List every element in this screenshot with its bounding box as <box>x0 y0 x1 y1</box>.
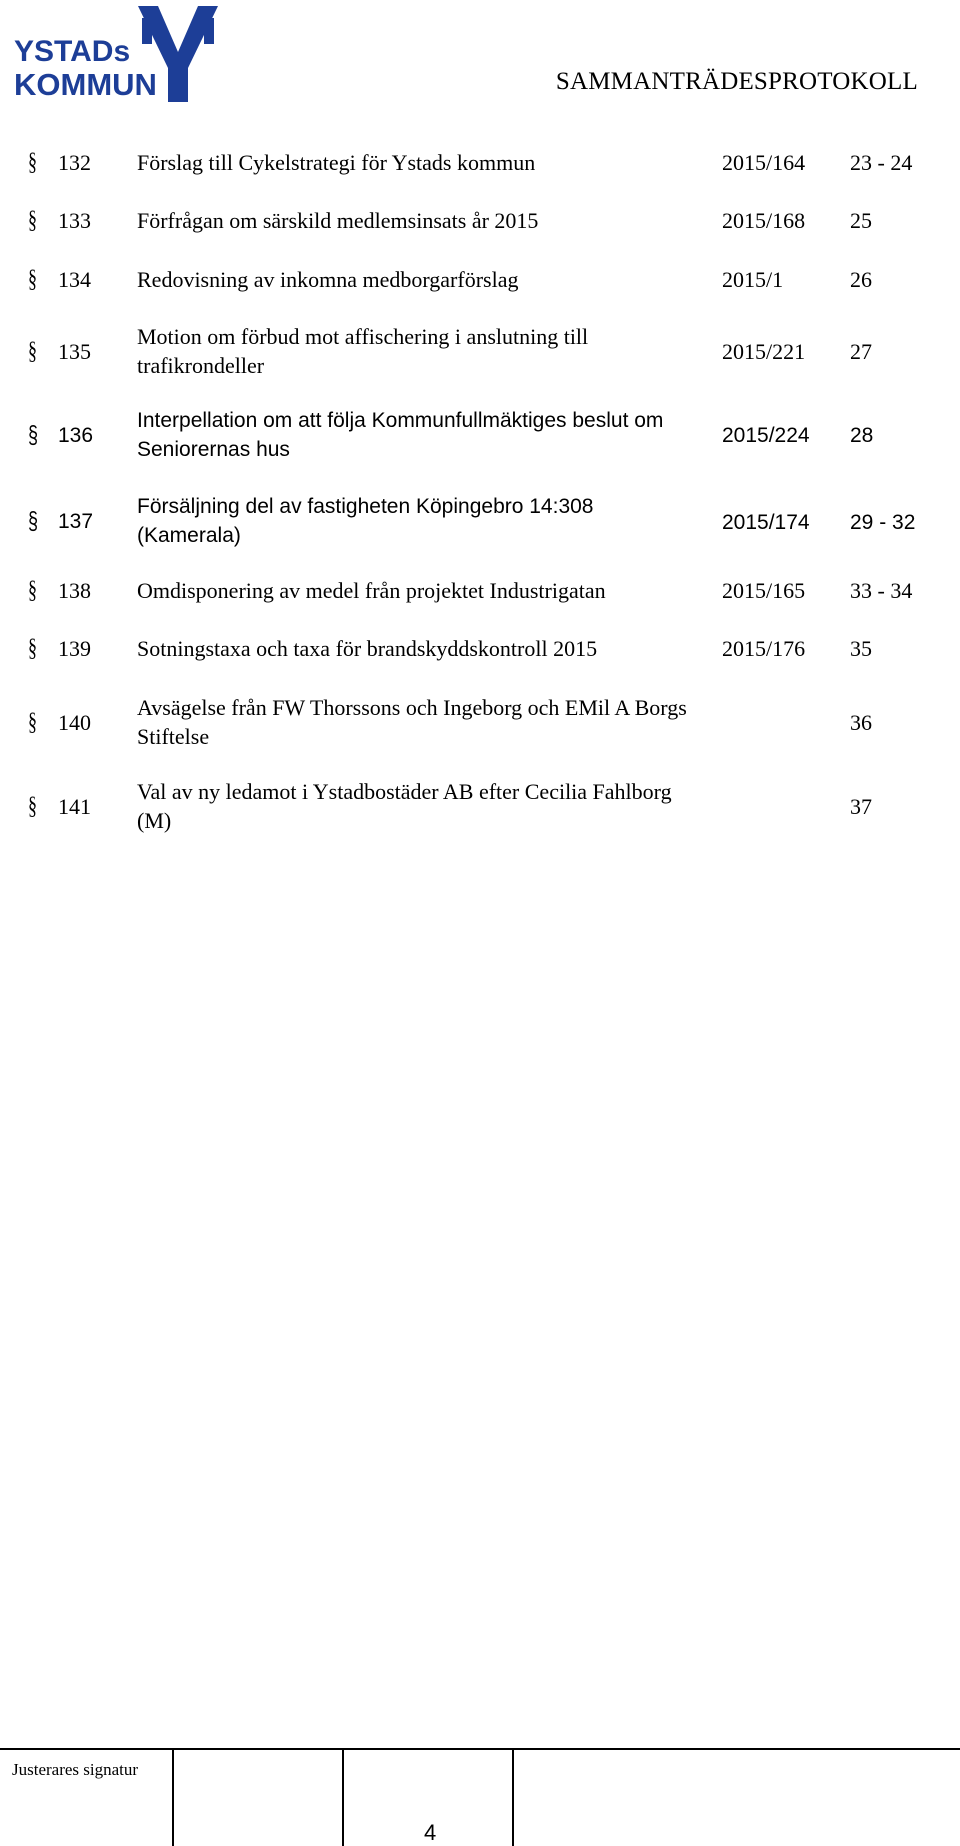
signature-footer <box>0 1748 960 1846</box>
item-title: Val av ny ledamot i Ystadbostäder AB efter Cecilia Fahlborg (M) <box>137 779 672 833</box>
item-number: 141 <box>58 794 91 819</box>
item-title: Förslag till Cykelstrategi för Ystads kommun <box>137 150 536 175</box>
item-pages: 28 <box>850 424 874 447</box>
item-number: 132 <box>58 150 91 175</box>
signature-divider <box>512 1748 514 1846</box>
paragraph-ref <box>28 634 91 663</box>
paragraph-ref <box>28 421 93 450</box>
section-sign-icon: § <box>28 266 37 293</box>
section-sign-icon: § <box>28 338 37 365</box>
section-sign-icon: § <box>28 635 37 662</box>
item-pages: 23 - 24 <box>850 150 913 175</box>
section-sign-icon: § <box>28 709 37 736</box>
item-title: Omdisponering av medel från projektet Industrigatan <box>137 578 606 603</box>
item-dnr: 2015/224 <box>722 424 810 447</box>
section-sign-icon: § <box>28 149 37 176</box>
item-number: 133 <box>58 208 91 233</box>
item-title: Sotningstaxa och taxa för brandskyddskontroll 2015 <box>137 636 598 661</box>
item-pages: 33 - 34 <box>850 578 913 603</box>
paragraph-ref <box>28 337 91 366</box>
item-pages: 36 <box>850 710 872 735</box>
item-title: Redovisning av inkomna medborgarförslag <box>137 267 519 292</box>
item-number: 134 <box>58 267 91 292</box>
item-dnr: 2015/164 <box>722 150 806 175</box>
item-pages: 26 <box>850 267 872 292</box>
item-number: 138 <box>58 578 91 603</box>
item-title: Förfrågan om särskild medlemsinsats år 2015 <box>137 208 539 233</box>
paragraph-ref <box>28 708 91 737</box>
section-sign-icon: § <box>28 793 37 820</box>
section-sign-icon: § <box>28 207 37 234</box>
paragraph-ref <box>28 576 91 605</box>
item-number: 140 <box>58 710 91 735</box>
item-pages: 37 <box>850 794 872 819</box>
paragraph-ref <box>28 792 91 821</box>
item-pages: 35 <box>850 636 872 661</box>
signature-label: Justerares signatur <box>12 1760 139 1779</box>
item-title: Motion om förbud mot affischering i anslutning till trafikrondeller <box>137 324 589 378</box>
paragraph-ref <box>28 507 93 536</box>
item-number: 139 <box>58 636 91 661</box>
logo-emblem-left-bar <box>142 18 152 44</box>
footer-rule <box>0 1748 960 1750</box>
item-pages: 29 - 32 <box>850 511 916 534</box>
item-number: 137 <box>58 510 94 533</box>
item-dnr: 2015/176 <box>722 636 806 661</box>
ystad-kommun-logo <box>12 4 244 104</box>
item-dnr: 2015/221 <box>722 339 806 364</box>
item-pages: 27 <box>850 339 872 364</box>
item-title: Avsägelse från FW Thorssons och Ingeborg och EMil A Borgs Stiftelse <box>137 695 687 749</box>
logo-word-kommun: KOMMUN <box>14 67 157 102</box>
item-pages: 25 <box>850 208 872 233</box>
item-number: 135 <box>58 339 91 364</box>
paragraph-ref <box>28 148 91 177</box>
item-number: 136 <box>58 424 94 447</box>
section-sign-icon: § <box>28 577 37 604</box>
paragraph-ref <box>28 206 91 235</box>
item-title: Försäljning del av fastigheten Köpingebro 14:308 (Kamerala) <box>137 495 594 547</box>
logo-emblem-right-bar <box>204 18 214 44</box>
signature-divider <box>342 1748 344 1846</box>
item-dnr: 2015/174 <box>722 511 810 534</box>
paragraph-ref <box>28 265 91 294</box>
item-dnr: 2015/168 <box>722 208 806 233</box>
item-dnr: 2015/165 <box>722 578 806 603</box>
document-title: SAMMANTRÄDESPROTOKOLL <box>555 68 918 95</box>
item-dnr: 2015/1 <box>722 267 784 292</box>
section-sign-icon: § <box>28 421 39 449</box>
signature-divider <box>172 1748 174 1846</box>
item-title: Interpellation om att följa Kommunfullmäktiges beslut om Seniorernas hus <box>137 409 664 461</box>
section-sign-icon: § <box>28 507 39 535</box>
logo-word-ystads: YSTADs <box>14 35 131 68</box>
page-number: 4 <box>424 1820 437 1845</box>
